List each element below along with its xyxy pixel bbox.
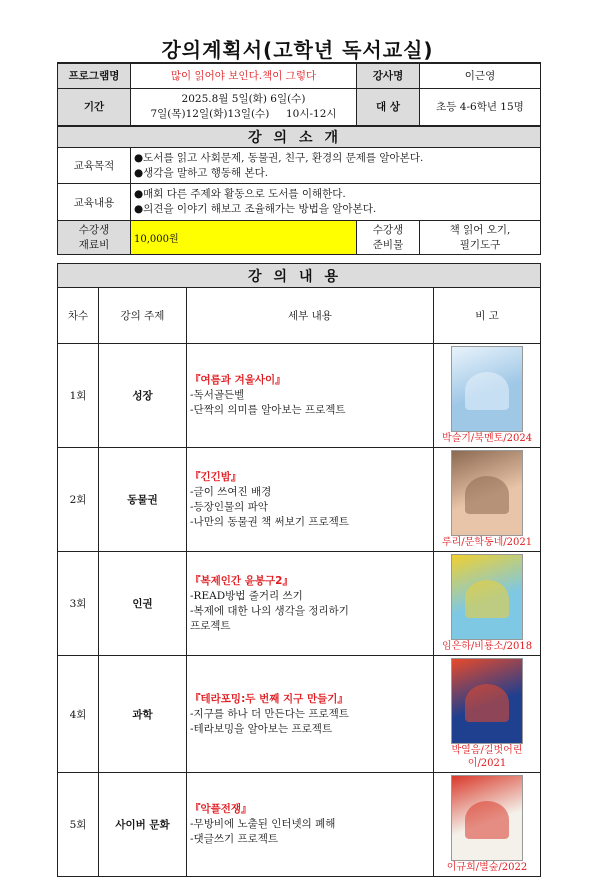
book-caption: 박슬기/북멘토/2024 <box>441 433 533 444</box>
detail-item: -독서골든벨 <box>190 389 245 401</box>
detail-cell <box>187 448 434 552</box>
col-note: 비 고 <box>434 288 541 344</box>
lecture-row <box>58 344 541 448</box>
goal-line-2: ●생각을 말하고 행동해 본다. <box>134 166 269 179</box>
session-cell: 2회 <box>58 448 99 552</box>
content-content <box>131 184 541 221</box>
book-cover-image <box>451 775 523 861</box>
detail-item: -테라보밍을 알아보는 프로젝트 <box>190 722 333 735</box>
detail-item: -등장인물의 파악 <box>190 500 268 513</box>
detail-item: -글이 쓰여진 배경 <box>190 485 272 498</box>
detail-item: -READ방법 줄거리 쓰기 <box>190 589 303 602</box>
detail-cell <box>187 773 434 877</box>
note-cell <box>434 552 541 656</box>
detail-item: -지구를 하나 더 만든다는 프로젝트 <box>190 707 349 720</box>
prep-label <box>357 221 420 255</box>
goal-line-1: ●도서를 읽고 사회문제, 동물권, 친구, 환경의 문제를 알아본다. <box>134 151 424 164</box>
detail-item: -복제에 대한 나의 생각을 정리하기 <box>190 604 349 617</box>
period-line-2: 7일(목)12일(화)13일(수) 10시-12시 <box>150 107 337 120</box>
instructor-value: 이근영 <box>420 63 541 88</box>
goal-content <box>131 148 541 184</box>
book-cover-image <box>451 450 523 536</box>
prep-label-2: 준비물 <box>372 238 404 251</box>
lecture-row <box>58 552 541 656</box>
lecture-row <box>58 448 541 552</box>
book-caption: 루리/문학동네/2021 <box>441 537 533 548</box>
topic-cell: 성장 <box>99 344 187 448</box>
prep-label-1: 수강생 <box>372 223 404 236</box>
book-caption: 박열음/길벗어린이/2021 <box>451 745 523 769</box>
lecture-row <box>58 773 541 877</box>
col-topic: 강의 주제 <box>99 288 187 344</box>
detail-item: -무방비에 노출된 인터넷의 폐해 <box>190 818 336 830</box>
col-session: 차수 <box>58 288 99 344</box>
document-title: 강의계획서(고학년 독서교실) <box>161 38 434 62</box>
book-cover-image <box>451 658 523 744</box>
book-title: 『복제인간 윤봉구2』 <box>190 574 293 587</box>
book-cover-art <box>465 684 510 722</box>
fee-label <box>58 221 131 255</box>
col-detail: 세부 내용 <box>187 288 434 344</box>
book-title: 『여름과 겨울사이』 <box>190 374 286 386</box>
intro-header: 강의소개 <box>58 127 541 148</box>
topic-cell: 동물권 <box>99 448 187 552</box>
book-title: 『악플전쟁』 <box>190 803 252 815</box>
book-cover-art <box>465 372 510 410</box>
period-label: 기간 <box>58 88 131 125</box>
detail-cell <box>187 344 434 448</box>
prep-line-1: 책 읽어 오기, <box>449 223 511 236</box>
book-cover-image <box>451 554 523 640</box>
period-value <box>131 88 357 125</box>
goal-label: 교육목적 <box>58 148 131 184</box>
book-cover-art <box>465 476 510 514</box>
fee-value: 10,000원 <box>131 221 357 255</box>
program-value: 많이 읽어야 보인다.책이 그렇다 <box>131 63 357 88</box>
fee-label-2: 재료비 <box>78 238 110 251</box>
detail-item: -나만의 동물권 책 써보기 프로젝트 <box>190 515 349 528</box>
prep-value <box>420 221 541 255</box>
lecture-table <box>57 263 541 877</box>
topic-cell: 과학 <box>99 656 187 773</box>
info-table <box>57 62 541 126</box>
program-label: 프로그램명 <box>58 63 131 88</box>
lecture-row <box>58 656 541 773</box>
note-cell <box>434 344 541 448</box>
session-cell: 1회 <box>58 344 99 448</box>
content-label: 교육내용 <box>58 184 131 221</box>
instructor-label: 강사명 <box>357 63 420 88</box>
book-cover-art <box>465 801 510 839</box>
lecture-header: 강의내용 <box>58 264 541 288</box>
session-cell: 3회 <box>58 552 99 656</box>
book-cover-image <box>451 346 523 432</box>
detail-item: 프로젝트 <box>190 619 231 632</box>
note-cell <box>434 773 541 877</box>
detail-item: -댓글쓰기 프로젝트 <box>190 833 279 845</box>
session-cell: 5회 <box>58 773 99 877</box>
target-label: 대 상 <box>357 88 420 125</box>
book-title: 『긴긴밤』 <box>190 470 242 483</box>
detail-cell <box>187 552 434 656</box>
book-caption: 임은하/비룡소/2018 <box>441 641 533 652</box>
period-line-1: 2025.8월 5일(화) 6일(수) <box>181 92 306 105</box>
note-cell <box>434 656 541 773</box>
session-cell: 4회 <box>58 656 99 773</box>
content-line-1: ●매회 다른 주제와 활동으로 도서를 이해한다. <box>134 188 346 200</box>
book-cover-art <box>465 580 510 618</box>
fee-label-1: 수강생 <box>78 223 110 236</box>
prep-line-2: 필기도구 <box>459 238 501 251</box>
target-value: 초등 4-6학년 15명 <box>420 88 541 125</box>
book-title: 『테라포밍:두 번째 지구 만들기』 <box>190 692 348 705</box>
detail-cell <box>187 656 434 773</box>
topic-cell: 인권 <box>99 552 187 656</box>
topic-cell: 사이버 문화 <box>99 773 187 877</box>
note-cell <box>434 448 541 552</box>
content-line-2: ●의견을 이야기 해보고 조율해가는 방법을 알아본다. <box>134 203 377 215</box>
book-caption: 이규희/별숲/2022 <box>446 862 528 873</box>
detail-item: -단짝의 의미를 알아보는 프로젝트 <box>190 404 346 416</box>
intro-table <box>57 126 541 255</box>
